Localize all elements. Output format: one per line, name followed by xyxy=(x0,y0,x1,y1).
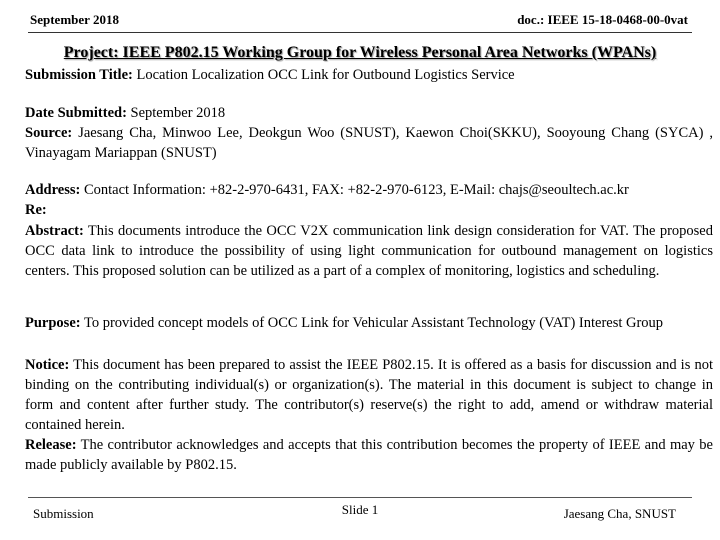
purpose-label: Purpose: xyxy=(25,315,81,331)
date-submitted-label: Date Submitted: xyxy=(25,105,127,121)
source-value: Jaesang Cha, Minwoo Lee, Deokgun Woo (SNUST), Kaewon Choi(SKKU), Sooyoung Chang (SYCA) , Vinayagam Mariappan (SNUST) xyxy=(25,125,713,161)
source-label: Source: xyxy=(25,125,73,141)
footer-author: Jaesang Cha, SNUST xyxy=(563,506,676,521)
abstract-value: This documents introduce the OCC V2X communication link design consideration for VAT. The proposed OCC data link to introduce the possibility of using light communication for outbound management on logistics centers. This proposed solution can be utilized as a part of a complex of monitoring, logistics and scheduling. xyxy=(25,223,713,279)
abstract-block xyxy=(25,221,713,281)
abstract-label: Abstract: xyxy=(25,223,84,239)
address-block xyxy=(25,180,713,220)
purpose-block xyxy=(25,313,713,333)
submission-title-value: Location Localization OCC Link for Outbound Logistics Service xyxy=(136,67,515,83)
re-label: Re: xyxy=(25,202,47,218)
notice-label: Notice: xyxy=(25,357,70,373)
footer-submission: Submission xyxy=(33,506,94,521)
purpose-value: To provided concept models of OCC Link for Vehicular Assistant Technology (VAT) Interest Group xyxy=(83,315,664,331)
slide-number: Slide 1 xyxy=(341,502,379,517)
header-doc-id: doc.: IEEE 15-18-0468-00-0vat xyxy=(517,12,688,27)
release-value: The contributor acknowledges and accepts that this contribution becomes the property of IEEE and may be made publicly available by P802.15. xyxy=(25,437,713,473)
address-value: Contact Information: +82-2-970-6431, FAX: +82-2-970-6123, E-Mail: chajs@seoultech.ac.kr xyxy=(83,182,629,198)
header-divider xyxy=(28,32,692,33)
submission-title-label: Submission Title: xyxy=(25,67,133,83)
notice-release-block xyxy=(25,355,713,475)
date-submitted-value: September 2018 xyxy=(130,105,226,121)
address-label: Address: xyxy=(25,182,81,198)
project-title: Project: IEEE P802.15 Working Group for Wireless Personal Area Networks (WPANs) xyxy=(63,44,657,61)
release-label: Release: xyxy=(25,437,77,453)
header-date: September 2018 xyxy=(30,12,119,27)
submission-title-block xyxy=(25,65,713,85)
footer-divider xyxy=(28,497,692,498)
notice-value: This document has been prepared to assist the IEEE P802.15. It is offered as a basis for discussion and is not binding on the contributing individual(s) or organization(s). The material in this document is subject to change in form and content after further study. The contributor(s) reserve(s) the right to add, amend or withdraw material contained herein. xyxy=(25,357,713,433)
date-source-block xyxy=(25,103,713,163)
